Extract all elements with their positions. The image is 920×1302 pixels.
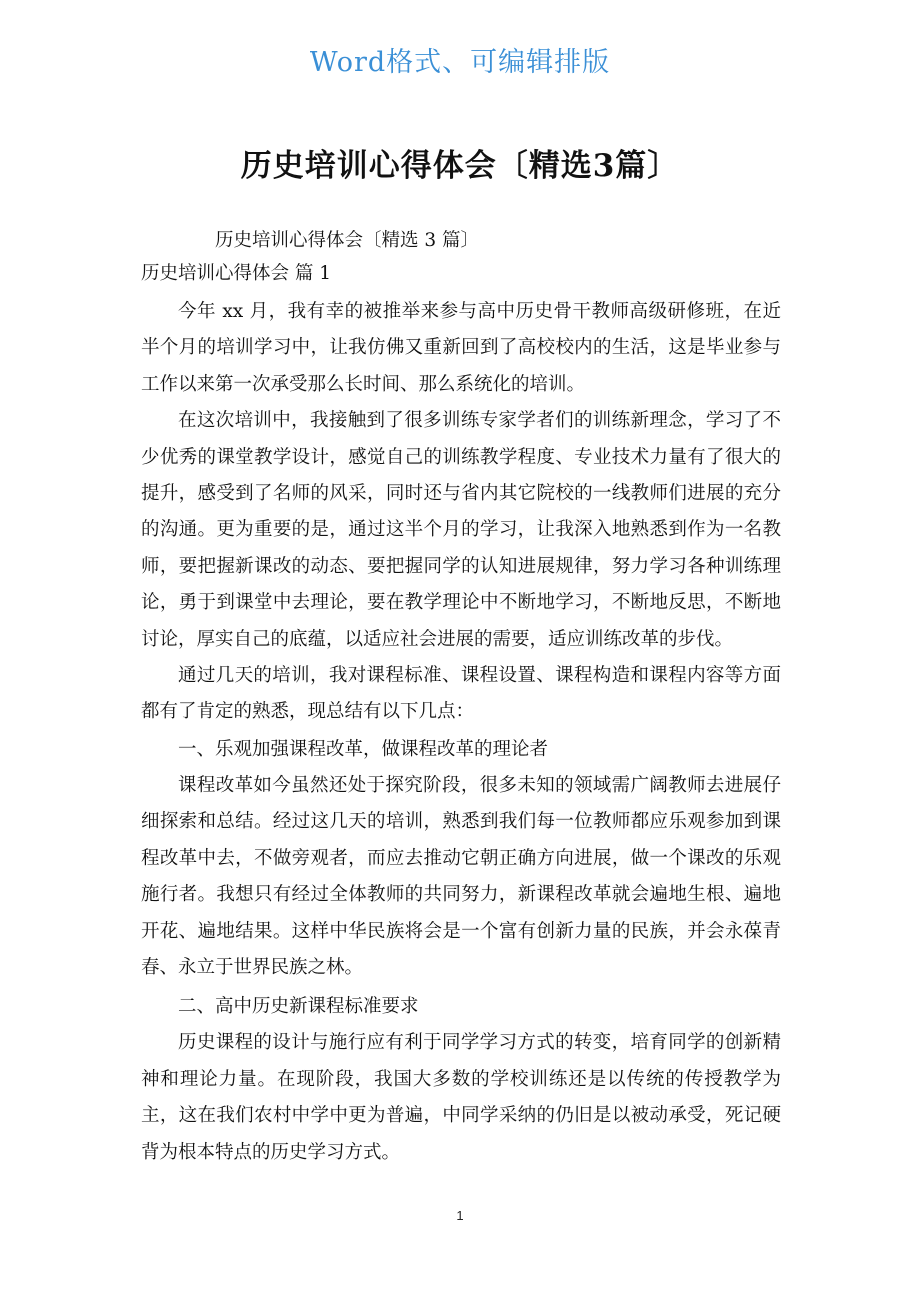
heading-1: 一、乐观加强课程改革，做课程改革的理论者 — [178, 738, 549, 760]
document-body — [141, 224, 781, 1171]
page-number: 1 — [456, 1208, 464, 1223]
section-title: 历史培训心得体会 篇 1 — [141, 263, 332, 284]
paragraph-5: 历史课程的设计与施行应有利于同学学习方式的转变，培育同学的创新精神和理论力量。在现阶段，我国大多数的学校训练还是以传统的传授教学为主，这在我们农村中学中更为普遍，中同学采纳的仍旧是以被动承受，死记硬背为根本特点的历史学习方式。 — [141, 1032, 781, 1163]
header-banner: Word格式、可编辑排版 — [309, 47, 611, 78]
paragraph-1: 今年 xx 月，我有幸的被推举来参与高中历史骨干教师高级研修班，在近半个月的培训学习中，让我仿佛又重新回到了高校校内的生活，这是毕业参与工作以来第一次承受那么长时间、那么系统化的培训。 — [141, 301, 781, 395]
heading-2: 二、高中历史新课程标准要求 — [178, 996, 419, 1018]
paragraph-3: 通过几天的培训，我对课程标准、课程设置、课程构造和课程内容等方面都有了肯定的熟悉，现总结有以下几点： — [141, 665, 781, 723]
document-title: 历史培训心得体会〔精选3篇〕 — [240, 148, 680, 184]
paragraph-4: 课程改革如今虽然还处于探究阶段，很多未知的领域需广阔教师去进展仔细探索和总结。经过这几天的培训，熟悉到我们每一位教师都应乐观参加到课程改革中去，不做旁观者，而应去推动它朝正确方向进展，做一个课改的乐观施行者。我想只有经过全体教师的共同努力，新课程改革就会遍地生根、遍地开花、遍地结果。这样中华民族将会是一个富有创新力量的民族，并会永葆青春、永立于世界民族之林。 — [141, 774, 781, 978]
paragraph-2: 在这次培训中，我接触到了很多训练专家学者们的训练新理念，学习了不少优秀的课堂教学设计，感觉自己的训练教学程度、专业技术力量有了很大的提升，感受到了名师的风采，同时还与省内其它院校的一线教师们进展的充分的沟通。更为重要的是，通过这半个月的学习，让我深入地熟悉到作为一名教师，要把握新课改的动态、要把握同学的认知进展规律，努力学习各种训练理论，勇于到课堂中去理论，要在教学理论中不断地学习，不断地反思，不断地讨论，厚实自己的底蕴，以适应社会进展的需要，适应训练改革的步伐。 — [141, 410, 781, 650]
document-subtitle: 历史培训心得体会〔精选 3 篇〕 — [215, 230, 480, 251]
